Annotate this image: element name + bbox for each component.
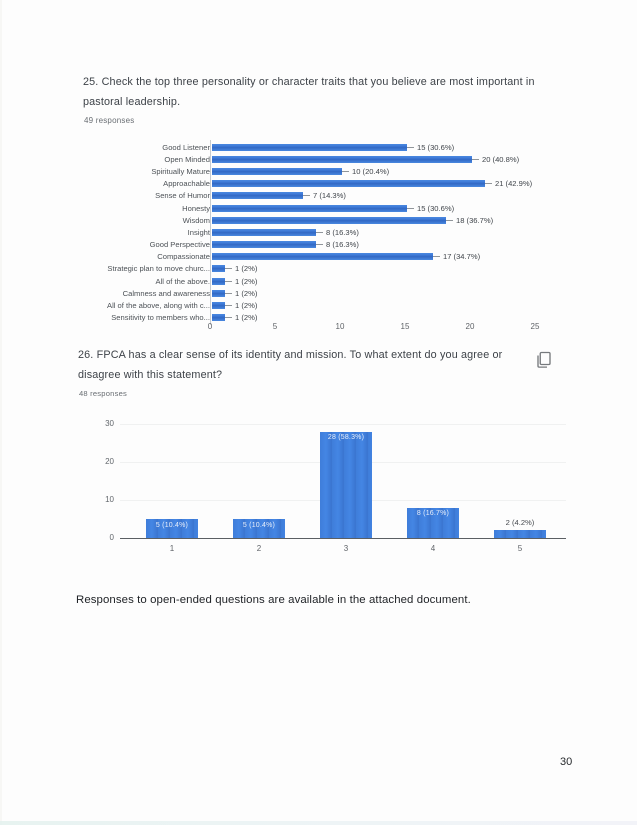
- bar: [212, 229, 316, 236]
- x-axis-tick-label: 3: [343, 544, 349, 553]
- value-label: 20 (40.8%): [482, 154, 520, 164]
- chart-row: [86, 287, 576, 299]
- gridline: [120, 424, 566, 425]
- value-label: 28 (58.3%): [327, 434, 365, 442]
- copy-icon: [535, 350, 553, 370]
- bar: [212, 278, 225, 285]
- chart-row: [86, 239, 576, 251]
- question-26-response-count: 48 responses: [79, 389, 127, 398]
- chart-row: [86, 190, 576, 202]
- value-label: 1 (2%): [235, 301, 258, 311]
- category-label: Wisdom: [182, 215, 210, 225]
- value-label: 10 (20.4%): [352, 166, 390, 176]
- value-leader-line: [446, 220, 453, 221]
- chart-row: [86, 214, 576, 226]
- value-leader-line: [485, 183, 492, 184]
- question-25-title: [83, 73, 563, 112]
- bar: [212, 144, 407, 151]
- scan-edge-artifact: [0, 0, 2, 825]
- value-label: 15 (30.6%): [417, 203, 455, 213]
- category-label: Open Minded: [164, 154, 210, 164]
- chart-row: [86, 202, 576, 214]
- value-leader-line: [225, 281, 232, 282]
- value-leader-line: [407, 208, 414, 209]
- bar: [212, 253, 433, 260]
- chart-row: [86, 251, 576, 263]
- category-label: Insight: [187, 227, 210, 237]
- y-axis-tick-label: 30: [105, 419, 114, 428]
- scan-edge-artifact: [0, 821, 637, 825]
- x-axis-tick-label: 5: [517, 544, 523, 553]
- category-label: All of the above.: [155, 276, 210, 286]
- value-label: 1 (2%): [235, 313, 258, 323]
- footer-note: Responses to open-ended questions are available in the attached document.: [76, 594, 471, 606]
- value-label: 21 (42.9%): [495, 179, 533, 189]
- bar: [212, 180, 485, 187]
- chart-row: [86, 165, 576, 177]
- value-label: 17 (34.7%): [443, 252, 481, 262]
- question-25-response-count: 49 responses: [84, 116, 135, 125]
- value-leader-line: [225, 317, 232, 318]
- chart-row: [86, 178, 576, 190]
- chart-row: [86, 263, 576, 275]
- value-leader-line: [316, 232, 323, 233]
- x-axis-line: [120, 538, 566, 539]
- category-label: Compassionate: [157, 252, 210, 262]
- category-label: Honesty: [182, 203, 210, 213]
- value-leader-line: [225, 268, 232, 269]
- category-label: Strategic plan to move churc...: [107, 264, 210, 274]
- category-label: Sense of Humor: [155, 191, 210, 201]
- y-axis-tick-label: 0: [109, 533, 114, 542]
- bar: [212, 156, 472, 163]
- bar: [212, 192, 303, 199]
- value-label: 5 (10.4%): [242, 521, 276, 529]
- category-label: Good Perspective: [149, 240, 210, 250]
- chart-row: [86, 299, 576, 311]
- value-label: 1 (2%): [235, 288, 258, 298]
- value-label: 8 (16.3%): [326, 240, 359, 250]
- value-leader-line: [303, 195, 310, 196]
- bar: [212, 314, 225, 321]
- x-axis-tick-label: 15: [400, 322, 410, 331]
- x-axis-tick-label: 0: [207, 322, 213, 331]
- page-number: 30: [560, 756, 573, 768]
- value-label: 1 (2%): [235, 264, 258, 274]
- category-label: Calmness and awareness: [122, 288, 210, 298]
- question-25-line2: pastoral leadership.: [83, 95, 181, 108]
- x-axis-tick-label: 20: [465, 322, 475, 331]
- bar: [320, 432, 372, 538]
- value-label: 8 (16.3%): [326, 227, 359, 237]
- x-axis-tick-label: 10: [335, 322, 345, 331]
- agreement-vertical-bar-chart: [100, 417, 575, 559]
- y-axis-line: [210, 140, 211, 325]
- value-label: 15 (30.6%): [417, 142, 455, 152]
- bar: [212, 205, 407, 212]
- value-leader-line: [316, 244, 323, 245]
- bar: [212, 265, 225, 272]
- chart-row: [86, 312, 576, 324]
- value-leader-line: [472, 159, 479, 160]
- value-label: 1 (2%): [235, 276, 258, 286]
- value-label: 7 (14.3%): [313, 191, 346, 201]
- question-25-line1: 25. Check the top three personality or character traits that you believe are most important in: [83, 76, 535, 88]
- category-label: Approachable: [163, 179, 210, 189]
- value-label: 8 (16.7%): [416, 510, 450, 518]
- y-axis-tick-label: 20: [105, 457, 114, 466]
- value-leader-line: [433, 256, 440, 257]
- value-label: 18 (36.7%): [456, 215, 494, 225]
- category-label: Spiritually Mature: [151, 166, 210, 176]
- x-axis-tick-label: 1: [169, 544, 175, 553]
- question-26-title: [78, 346, 528, 385]
- bar: [212, 168, 342, 175]
- value-label: 5 (10.4%): [155, 521, 189, 529]
- category-label: Good Listener: [162, 142, 210, 152]
- chart-row: [86, 153, 576, 165]
- chart-row: [86, 275, 576, 287]
- traits-horizontal-bar-chart: [86, 141, 576, 341]
- category-label: Sensitivity to members who...: [111, 313, 210, 323]
- bar: [212, 290, 225, 297]
- value-leader-line: [225, 305, 232, 306]
- bar: [212, 217, 446, 224]
- value-label: 2 (4.2%): [505, 518, 535, 528]
- chart-row: [86, 141, 576, 153]
- question-26-line1: 26. FPCA has a clear sense of its identity and mission. To what extent do you agree or: [78, 349, 503, 361]
- value-leader-line: [225, 293, 232, 294]
- x-axis-tick-label: 4: [430, 544, 436, 553]
- y-axis-tick-label: 10: [105, 495, 114, 504]
- value-leader-line: [342, 171, 349, 172]
- question-26-line2: disagree with this statement?: [78, 368, 223, 381]
- x-axis-tick-label: 2: [256, 544, 262, 553]
- x-axis-tick-label: 25: [530, 322, 540, 331]
- bar: [212, 302, 225, 309]
- chart-row: [86, 226, 576, 238]
- bar: [494, 530, 546, 538]
- bar: [212, 241, 316, 248]
- value-leader-line: [407, 147, 414, 148]
- x-axis-tick-label: 5: [272, 322, 278, 331]
- category-label: All of the above, along with c...: [107, 301, 210, 311]
